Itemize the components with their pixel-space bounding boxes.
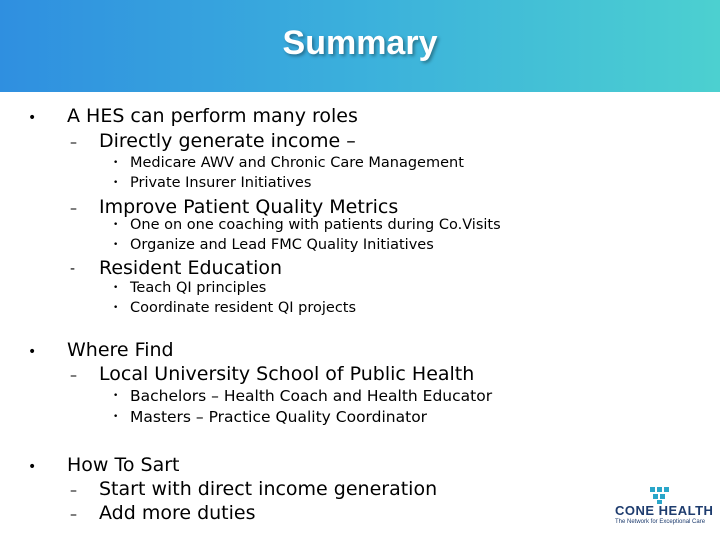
detail-item: One on one coaching with patients during Co.Visits [130,217,501,233]
detail-item: Bachelors – Health Coach and Health Educator [130,387,493,405]
subitem-education: Resident Education [99,257,283,279]
detail-item: Private Insurer Initiatives [130,175,312,191]
dash-icon: – [70,368,77,384]
section-heading: How To Sart [67,454,180,476]
bullet-icon: • [113,412,119,422]
detail-item: Teach QI principles [130,280,267,296]
dash-icon: – [70,507,77,523]
bullet-icon: • [113,303,119,313]
logo-name: CONE HEALTH [615,503,714,518]
bullet-icon: • [28,459,37,475]
subitem-start: Start with direct income generation [99,478,438,500]
detail-item: Masters – Practice Quality Coordinator [130,408,428,426]
section-heading: Where Find [67,339,174,361]
subitem-duties: Add more duties [99,502,256,524]
bullet-icon: • [113,283,119,293]
cone-health-logo-mark-icon [648,486,674,504]
logo-tagline: The Network for Exceptional Care [615,519,706,525]
subitem-income: Directly generate income – [99,130,356,152]
detail-item: Medicare AWV and Chronic Care Management [130,155,464,171]
dash-icon: – [70,201,77,217]
bullet-icon: • [113,220,119,230]
bullet-icon: • [113,240,119,250]
detail-item: Coordinate resident QI projects [130,300,357,316]
dash-icon: – [70,135,77,151]
slide-title: Summary [282,24,438,62]
bullet-icon: • [113,178,119,188]
dash-icon: – [70,483,77,499]
bullet-icon: • [28,344,37,360]
bullet-icon: • [113,391,119,401]
subitem-school: Local University School of Public Health [99,363,475,385]
bullet-icon: • [113,158,119,168]
bullet-icon: • [28,110,37,126]
dash-icon: - [70,261,76,277]
subitem-quality: Improve Patient Quality Metrics [99,196,399,218]
section-heading: A HES can perform many roles [67,105,358,127]
detail-item: Organize and Lead FMC Quality Initiatives [130,237,434,253]
